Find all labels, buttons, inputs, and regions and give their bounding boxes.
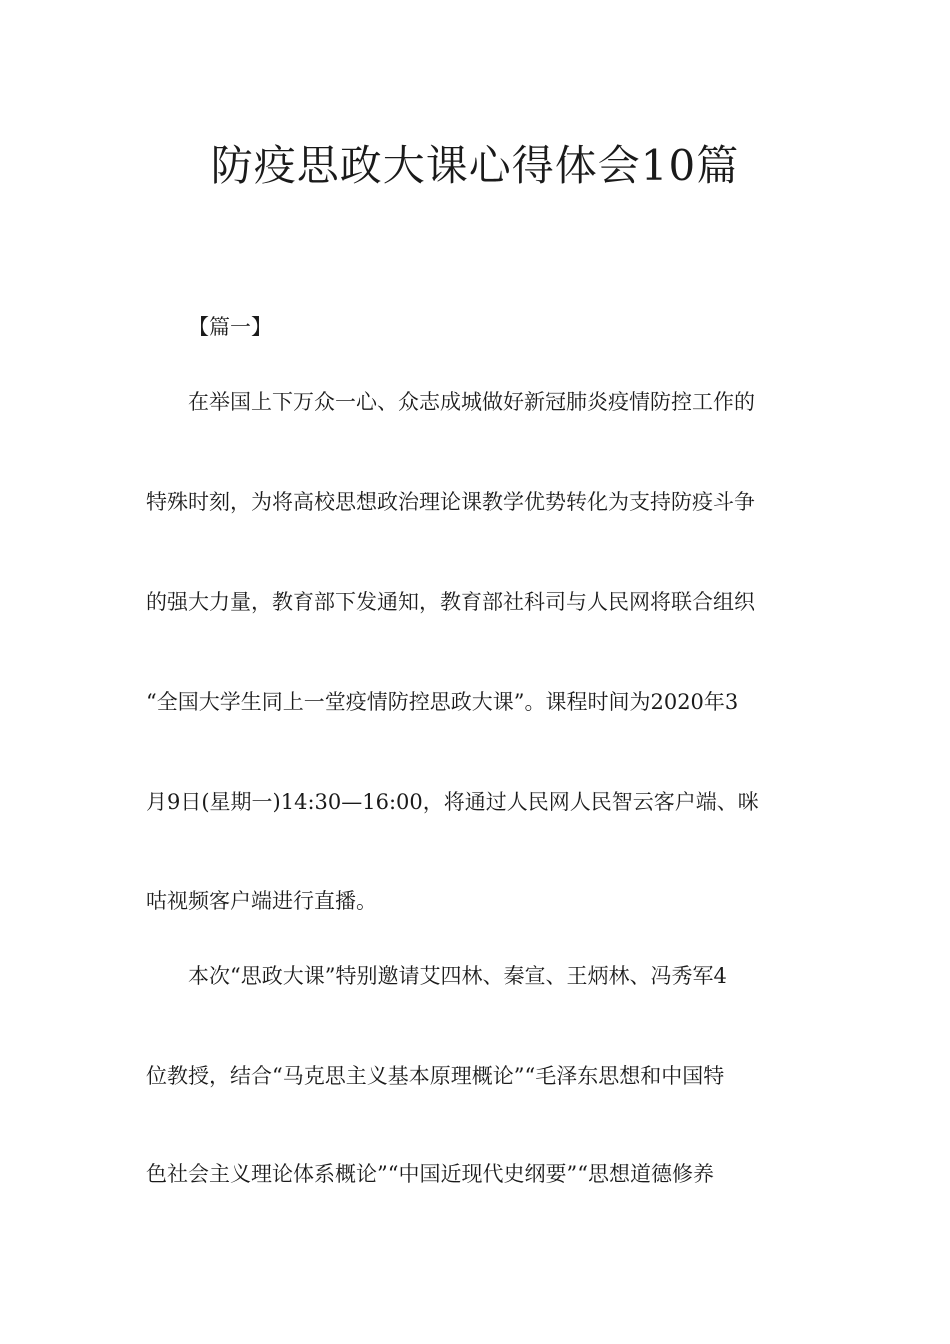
section-heading: 【篇一】 <box>188 315 272 339</box>
paragraph-line: 月9日(星期一)14:30—16:00，将通过人民网人民智云客户端、咪 <box>146 790 759 814</box>
document-title: 防疫思政大课心得体会10篇 <box>210 141 740 190</box>
paragraph-line: 色社会主义理论体系概论”“中国近现代史纲要”“思想道德修养 <box>146 1162 714 1186</box>
paragraph-line: 的强大力量，教育部下发通知，教育部社科司与人民网将联合组织 <box>146 590 755 614</box>
paragraph-line: “全国大学生同上一堂疫情防控思政大课”。课程时间为2020年3 <box>146 690 739 714</box>
paragraph-line: 特殊时刻，为将高校思想政治理论课教学优势转化为支持防疫斗争 <box>146 490 755 514</box>
paragraph-line: 咕视频客户端进行直播。 <box>146 889 377 913</box>
paragraph-line: 本次“思政大课”特别邀请艾四林、秦宣、王炳林、冯秀军4 <box>188 964 727 988</box>
paragraph-line: 位教授，结合“马克思主义基本原理概论”“毛泽东思想和中国特 <box>146 1064 725 1088</box>
paragraph-line: 在举国上下万众一心、众志成城做好新冠肺炎疫情防控工作的 <box>188 390 755 414</box>
